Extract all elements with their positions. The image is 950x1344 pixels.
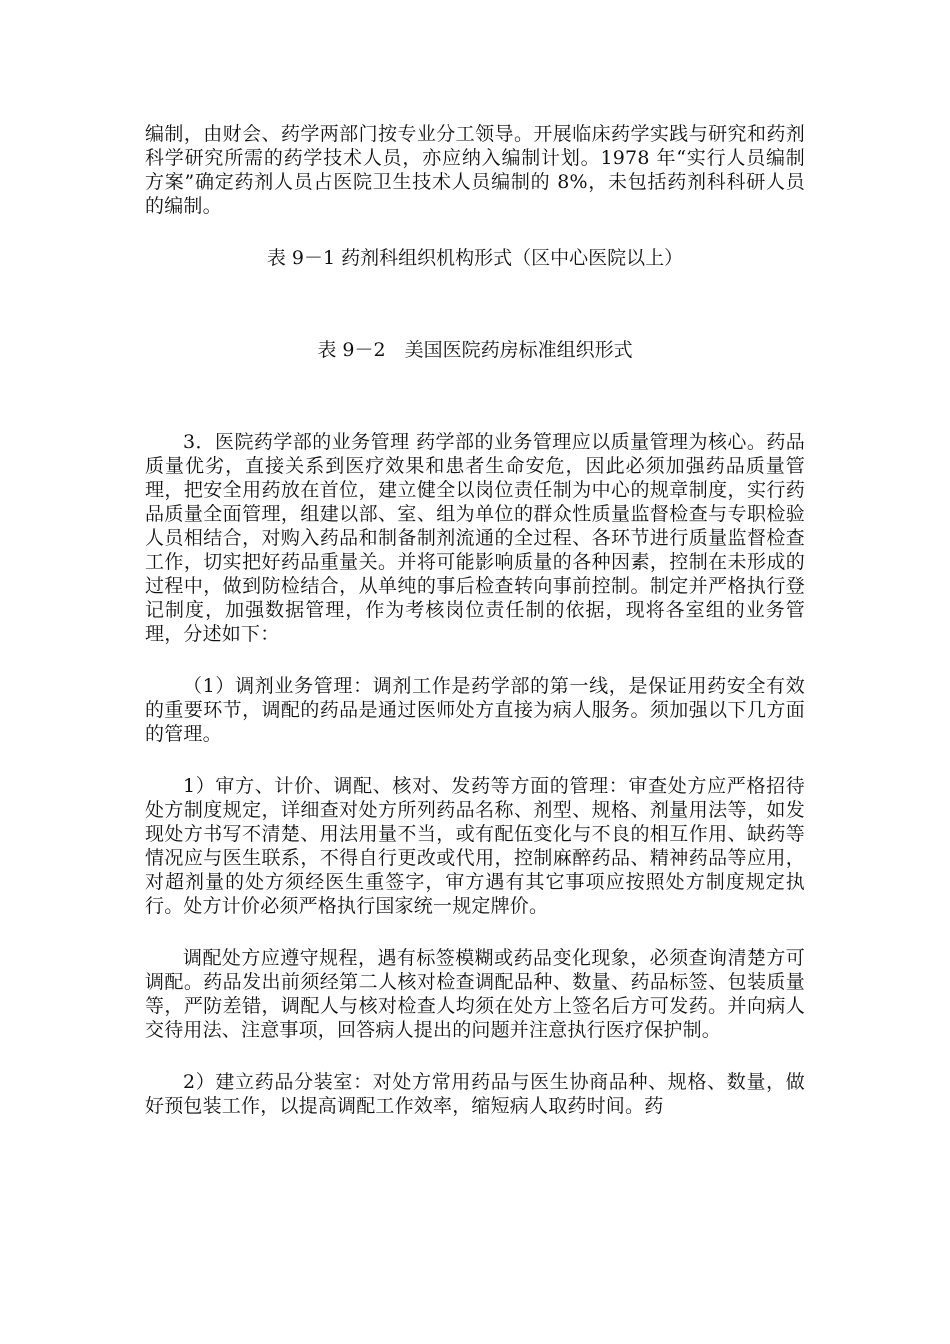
spacer	[145, 362, 805, 430]
table-caption-9-2: 表 9－2 美国医院药房标准组织形式	[317, 339, 633, 361]
intro-paragraph: 编制，由财会、药学两部门按专业分工领导。开展临床药学实践与研究和药剂科学研究所需的药学技术人员，亦应纳入编制计划。1978 年“实行人员编制方案”确定药剂人员占医院卫生技术人员编制的 8%，未包括药剂科科研人员的编制。	[145, 123, 805, 217]
table-caption-9-1: 表 9－1 药剂科组织机构形式（区中心医院以上）	[266, 247, 684, 269]
spacer	[145, 1042, 805, 1070]
sub-item-2-paragraph: 2）建立药品分装室：对处方常用药品与医生协商品种、规格、数量，做好预包装工作，以提高调配工作效率，缩短病人取药时间。药	[145, 1071, 805, 1117]
item-1-paragraph: （1）调剂业务管理：调剂工作是药学部的第一线，是保证用药安全有效的重要环节，调配的药品是通过医师处方直接为病人服务。须加强以下几方面的管理。	[145, 675, 805, 745]
document-page	[145, 122, 805, 1118]
spacer	[145, 218, 805, 246]
spacer	[145, 646, 805, 674]
section-3-paragraph: 3．医院药学部的业务管理 药学部的业务管理应以质量管理为核心。药品质量优劣，直接关系到医疗效果和患者生命安危，因此必须加强药品质量管理，把安全用药放在首位，建立健全以岗位责任制为中心的规章制度，实行药品质量全面管理，组建以部、室、组为单位的群众性质量监督检查与专职检验人员相结合，对购入药品和制备制剂流通的全过程、各环节进行质量监督检查工作，切实把好药品重量关。并将可能影响质量的各种因素，控制在未形成的过程中，做到防检结合，从单纯的事后检查转向事前控制。制定并严格执行登记制度，加强数据管理，作为考核岗位责任制的依据，现将各室组的业务管理，分述如下：	[145, 431, 805, 645]
dispensing-paragraph: 调配处方应遵守规程，遇有标签模糊或药品变化现象，必须查询清楚方可调配。药品发出前须经第二人核对检查调配品种、数量、药品标签、包装质量等，严防差错，调配人与核对检查人均须在处方上签名后方可发药。并向病人交待用法、注意事项，回答病人提出的问题并注意执行医疗保护制。	[145, 947, 805, 1041]
spacer	[145, 270, 805, 338]
spacer	[145, 918, 805, 946]
sub-item-1-paragraph: 1）审方、计价、调配、核对、发药等方面的管理：审查处方应严格招待处方制度规定，详细查对处方所列药品名称、剂型、规格、剂量用法等，如发现处方书写不清楚、用法用量不当，或有配伍变化与不良的相互作用、缺药等情况应与医生联系，不得自行更改或代用，控制麻醉药品、精神药品等应用，对超剂量的处方须经医生重签字，审方遇有其它事项应按照处方制度规定执行。处方计价必须严格执行国家统一规定牌价。	[145, 775, 805, 917]
spacer	[145, 746, 805, 774]
